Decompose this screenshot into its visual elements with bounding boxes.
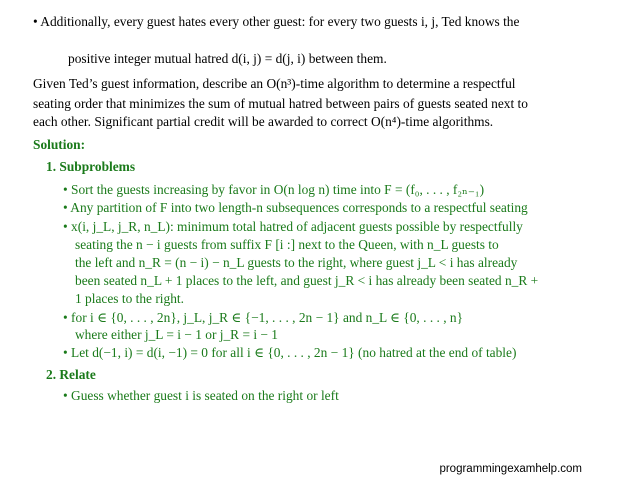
- section-2-title: 2. Relate: [46, 367, 96, 382]
- section-1-title: 1. Subproblems: [46, 159, 136, 174]
- section-1-line3b: seating the n − i guests from suffix F [i :] next to the Queen, with n_L guests to: [75, 237, 499, 252]
- footer-site: programmingexamhelp.com: [439, 463, 582, 475]
- section-1-line3d: been seated n_L + 1 places to the left, and guest j_R < i has already been seated n_R +: [75, 273, 539, 288]
- section-1-line2: • Any partition of F into two length-n subsequences corresponds to a respectful seating: [63, 200, 528, 215]
- solution-label: Solution:: [33, 137, 86, 152]
- intro-bullet-line1: • Additionally, every guest hates every other guest: for every two guests i, j, Ted knows the: [33, 14, 520, 29]
- intro-para-line1: Given Ted’s guest information, describe an O(n³)-time algorithm to determine a respectful: [33, 76, 516, 91]
- intro-para-line2: seating order that minimizes the sum of mutual hatred between pairs of guests seated next to: [33, 96, 528, 111]
- intro-bullet-line2: positive integer mutual hatred d(i, j) = d(j, i) between them.: [68, 51, 387, 66]
- section-1-line4a: • for i ∈ {0, . . . , 2n}, j_L, j_R ∈ {−1, . . . , 2n − 1} and n_L ∈ {0, . . . , n}: [63, 310, 464, 325]
- section-1-line3c: the left and n_R = (n − i) − n_L guests to the right, where guest j_L < i has already: [75, 255, 518, 270]
- section-2-line1: • Guess whether guest i is seated on the right or left: [63, 388, 339, 403]
- intro-para-line3: each other. Significant partial credit will be awarded to correct O(n⁴)-time algorithms.: [33, 114, 494, 129]
- section-1-line3e: 1 places to the right.: [75, 291, 184, 306]
- section-1-line1: • Sort the guests increasing by favor in O(n log n) time into F = (f₀, . . . , f₂ₙ₋₁): [63, 182, 485, 197]
- section-1-line5: • Let d(−1, i) = d(i, −1) = 0 for all i ∈ {0, . . . , 2n − 1} (no hatred at the end of table): [63, 345, 517, 360]
- section-1-line3a: • x(i, j_L, j_R, n_L): minimum total hatred of adjacent guests possible by respectfully: [63, 219, 523, 234]
- section-1-line4b: where either j_L = i − 1 or j_R = i − 1: [75, 327, 279, 342]
